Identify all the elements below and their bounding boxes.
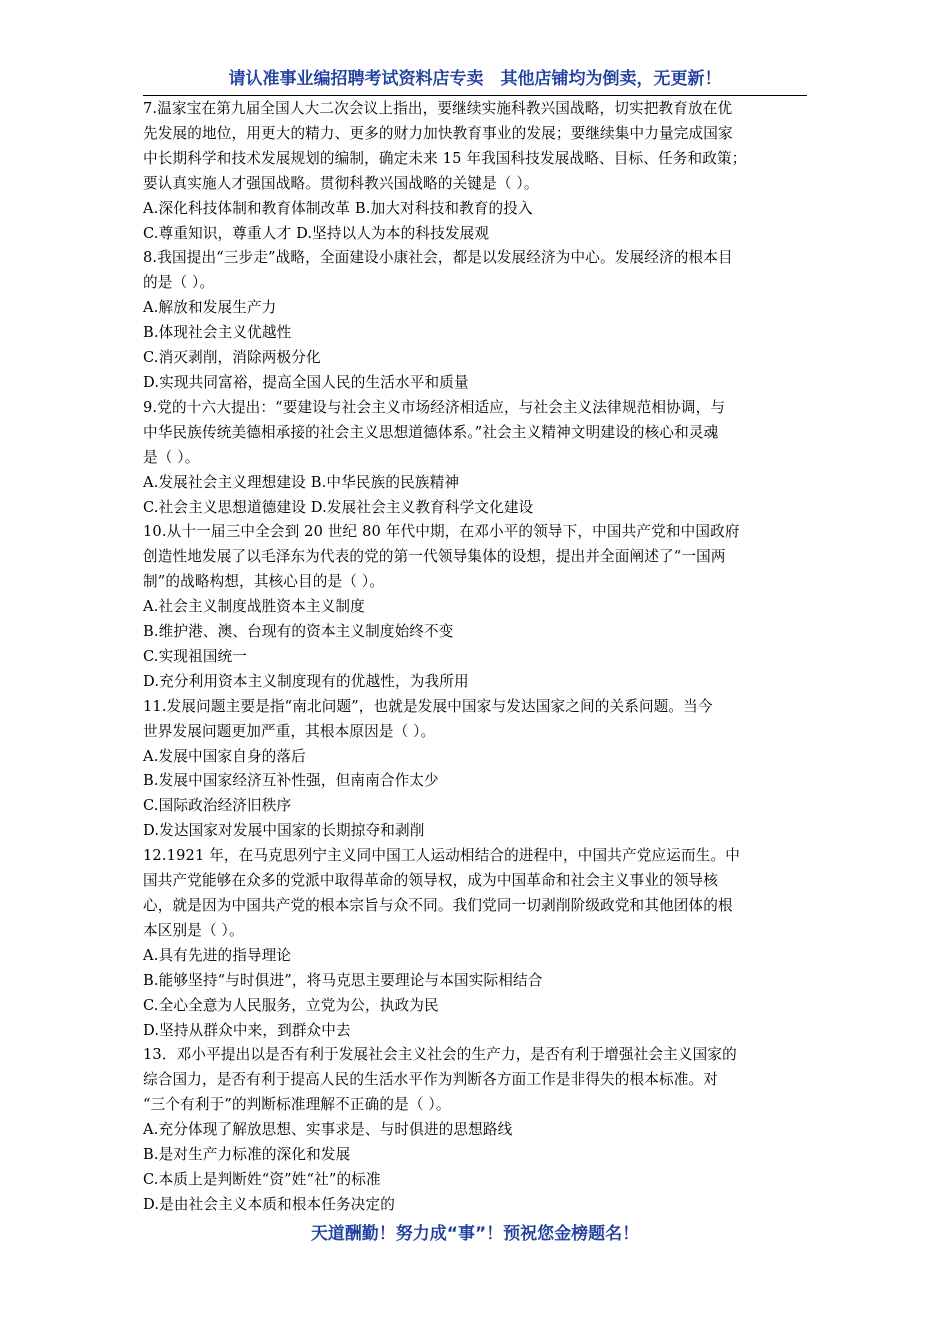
- text-line: 的是（ ）。: [143, 274, 215, 292]
- text-line: 综合国力，是否有利于提高人民的生活水平作为判断各方面工作是非得失的根本标准。对: [143, 1071, 719, 1089]
- page-footer: [143, 1221, 807, 1247]
- text-line: B.体现社会主义优越性: [143, 324, 292, 342]
- text-line: D.坚持从群众中来，到群众中去: [143, 1021, 351, 1039]
- header-text: 请认准事业编招聘考试资料店专卖 其他店铺均为倒卖，无更新！: [228, 69, 722, 89]
- text-line: 是（ ）。: [143, 448, 200, 466]
- document-body: [143, 97, 807, 1218]
- text-line: B.发展中国家经济互补性强，但南南合作太少: [143, 772, 439, 790]
- text-line: D.充分利用资本主义制度现有的优越性，为我所用: [143, 672, 469, 690]
- text-line: 13．邓小平提出以是否有利于发展社会主义社会的生产力，是否有利于增强社会主义国家的: [143, 1046, 737, 1064]
- text-line: “三个有利于”的判断标准理解不正确的是（ ）。: [143, 1096, 451, 1114]
- text-line: A.具有先进的指导理论: [143, 946, 292, 964]
- text-line: A.社会主义制度战胜资本主义制度: [143, 598, 365, 616]
- text-line: 中长期科学和技术发展规划的编制，确定未来 15 年我国科技发展战略、目标、任务和政策；: [143, 149, 747, 167]
- text-line: C.全心全意为人民服务，立党为公，执政为民: [143, 996, 439, 1014]
- text-line: A.发展中国家自身的落后: [143, 747, 306, 765]
- text-line: 制”的战略构想，其核心目的是（ ）。: [143, 573, 385, 591]
- text-line: D.是由社会主义本质和根本任务决定的: [143, 1195, 396, 1213]
- footer-text: 天道酬勤！努力成“事”！预祝您金榜题名！: [310, 1224, 640, 1244]
- text-line: C.国际政治经济旧秩序: [143, 797, 292, 815]
- text-line: 中华民族传统美德相承接的社会主义思想道德体系。”社会主义精神文明建设的核心和灵魂: [143, 423, 719, 441]
- text-line: 国共产党能够在众多的党派中取得革命的领导权，成为中国革命和社会主义事业的领导核: [143, 872, 719, 890]
- text-line: 创造性地发展了以毛泽东为代表的党的第一代领导集体的设想，提出并全面阐述了“一国两: [143, 548, 726, 566]
- text-line: 12.1921 年，在马克思列宁主义同中国工人运动相结合的进程中，中国共产党应运而生。中: [143, 847, 740, 865]
- text-line: C.社会主义思想道德建设 D.发展社会主义教育科学文化建设: [143, 498, 534, 516]
- text-line: C.消灭剥削，消除两极分化: [143, 349, 321, 367]
- text-line: 世界发展问题更加严重，其根本原因是（ ）。: [143, 722, 436, 740]
- text-line: 10.从十一届三中全会到 20 世纪 80 年代中期，在邓小平的领导下，中国共产党和中国政府: [143, 523, 740, 541]
- text-line: A.解放和发展生产力: [143, 299, 277, 317]
- text-line: 要认真实施人才强国战略。贯彻科教兴国战略的关键是（ ）。: [143, 174, 539, 192]
- text-line: A.充分体现了解放思想、实事求是、与时俱进的思想路线: [143, 1121, 513, 1139]
- text-line: A.深化科技体制和教育体制改革 B.加大对科技和教育的投入: [143, 199, 533, 217]
- text-line: 11.发展问题主要是指“南北问题”，也就是发展中国家与发达国家之间的关系问题。当今: [143, 697, 713, 715]
- text-line: B.能够坚持“与时俱进”，将马克思主要理论与本国实际相结合: [143, 971, 543, 989]
- text-line: 8.我国提出“三步走”战略，全面建设小康社会，都是以发展经济为中心。发展经济的根本目: [143, 249, 733, 267]
- text-line: 心，就是因为中国共产党的根本宗旨与众不同。我们党同一切剥削阶级政党和其他团体的根: [143, 897, 733, 914]
- text-line: D.发达国家对发展中国家的长期掠夺和剥削: [143, 822, 425, 840]
- text-line: C.尊重知识，尊重人才 D.坚持以人为本的科技发展观: [143, 224, 490, 242]
- text-line: C.实现祖国统一: [143, 647, 248, 665]
- text-line: 本区别是（ ）。: [143, 921, 244, 939]
- text-line: 7.温家宝在第九届全国人大二次会议上指出，要继续实施科教兴国战略，切实把教育放在优: [143, 100, 733, 117]
- text-line: D.实现共同富裕，提高全国人民的生活水平和质量: [143, 373, 469, 391]
- page-header: [143, 66, 807, 96]
- text-line: C.本质上是判断姓“资”姓“社”的标准: [143, 1170, 381, 1188]
- text-line: A.发展社会主义理想建设 B.中华民族的民族精神: [143, 473, 460, 491]
- text-line: 9.党的十六大提出：“要建设与社会主义市场经济相适应，与社会主义法律规范相协调，与: [143, 398, 726, 416]
- text-line: 先发展的地位，用更大的精力、更多的财力加快教育事业的发展；要继续集中力量完成国家: [143, 124, 733, 142]
- text-line: B.维护港、澳、台现有的资本主义制度始终不变: [143, 623, 454, 641]
- text-line: B.是对生产力标准的深化和发展: [143, 1146, 351, 1164]
